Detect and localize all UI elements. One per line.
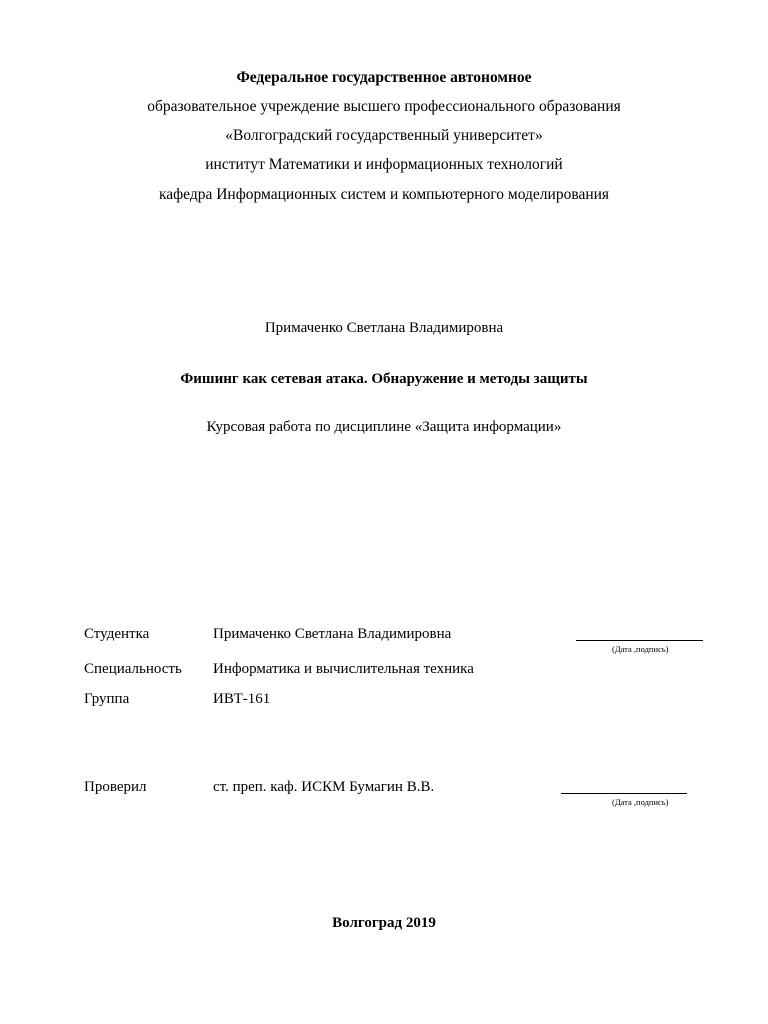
student-signature-caption: (Дата ,подпись) xyxy=(612,644,669,654)
checked-signature-line xyxy=(561,793,687,794)
checked-label: Проверил xyxy=(84,779,147,795)
document-title: Фишинг как сетевая атака. Обнаружение и методы защиты xyxy=(180,371,588,387)
author-name: Примаченко Светлана Владимировна xyxy=(264,320,504,336)
header-line-1: Федеральное государственное автономное xyxy=(236,69,532,86)
header-line-2: образовательное учреждение высшего профессионального образования xyxy=(147,98,621,115)
header-line-4: институт Математики и информационных технологий xyxy=(205,156,563,173)
document-subtitle: Курсовая работа по дисциплине «Защита информации» xyxy=(206,419,562,435)
checked-value: ст. преп. каф. ИСКМ Бумагин В.В. xyxy=(213,779,435,795)
specialty-label: Специальность xyxy=(84,661,182,677)
student-value: Примаченко Светлана Владимировна xyxy=(213,626,452,642)
checked-signature-caption: (Дата ,подпись) xyxy=(612,797,669,807)
group-value: ИВТ-161 xyxy=(213,691,271,707)
header-line-5: кафедра Информационных систем и компьютерного моделирования xyxy=(158,186,610,203)
student-signature-line xyxy=(576,640,703,641)
header-line-3: «Волгоградский государственный университет» xyxy=(225,127,543,144)
specialty-value: Информатика и вычислительная техника xyxy=(213,661,474,677)
student-label: Студентка xyxy=(84,626,150,642)
group-label: Группа xyxy=(84,691,130,707)
city-year: Волгоград 2019 xyxy=(332,915,436,931)
